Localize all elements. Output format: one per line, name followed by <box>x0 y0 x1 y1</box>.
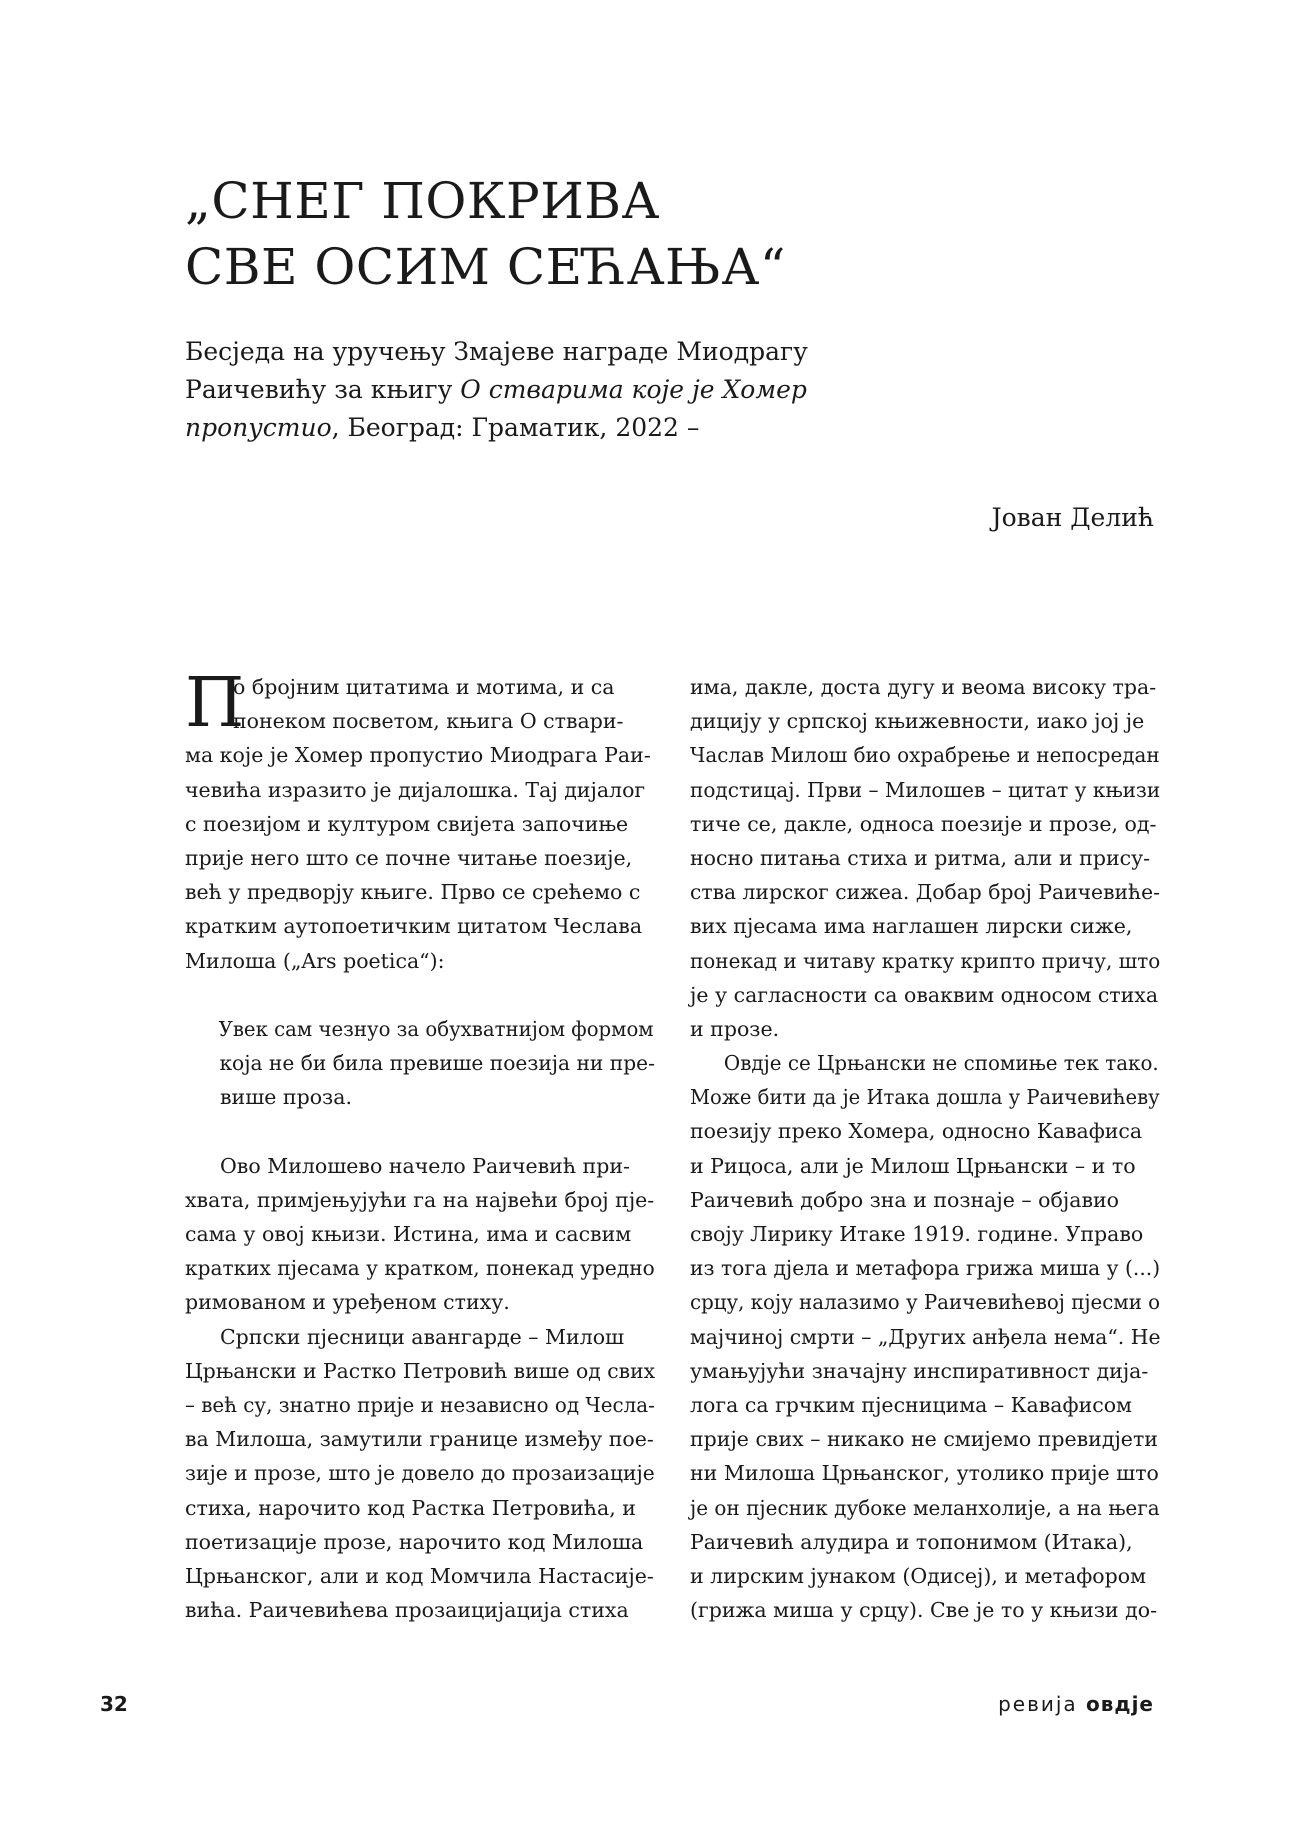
text-line: Раичевић добро зна и познаје – објавио <box>690 1187 1119 1212</box>
text-line: Ово Милошево начело Раичевић при- <box>220 1153 630 1178</box>
text-line: хвата, примјењујући га на највећи број пје- <box>185 1187 655 1212</box>
text-line: Српски пјесници авангарде – Милош <box>220 1324 625 1349</box>
drop-cap: П <box>185 664 245 743</box>
text-line: већ у предворју књиге. Прво се срећемо с <box>185 880 641 905</box>
text-line: сама у овој књизи. Истина, има и сасвим <box>185 1222 632 1246</box>
text-line: кратким аутопоетичким цитатом Чеслава <box>185 914 643 939</box>
text-line: има, дакле, доста дугу и веома високу тра- <box>690 675 1157 699</box>
right-paragraph-1 <box>690 670 1160 1046</box>
text-line: срцу, коју налазимо у Раичевићевој пјесми о <box>690 1290 1161 1315</box>
text-line: своју Лирику Итаке 1919. године. Управо <box>690 1222 1144 1246</box>
text-line: понеком посветом, књига О ствари- <box>233 709 624 734</box>
text-line: вића. Раичевићева прозаицијација стиха <box>185 1598 629 1623</box>
text-line: стиха, нарочито код Растка Петровића, и <box>185 1495 636 1520</box>
title-line-2: СВЕ ОСИМ СЕЋАЊА“ <box>185 238 786 296</box>
text-line: поетизације прозе, нарочито код Милоша <box>185 1529 644 1554</box>
subtitle-line-1: Бесједа на уручењу Змајеве награде Миодрагу <box>185 337 808 366</box>
text-line: – већ су, знатно прије и независно од Чесла- <box>185 1392 655 1417</box>
text-line: ства лирског сижеа. Добар број Раичевиће- <box>690 880 1160 905</box>
right-column <box>690 670 1160 1627</box>
text-line: ни Милоша Црњанског, утолико прије што <box>690 1461 1159 1486</box>
subtitle-line-2-text: Раичевићу за књигу <box>185 375 461 404</box>
quote-line: која не би била превише поезија ни пре- <box>219 1051 655 1076</box>
text-line: с поезијом и културом свијета започиње <box>185 811 629 836</box>
text-line: тиче се, дакле, односа поезије и прозе, од- <box>690 811 1157 836</box>
text-line: мајчиној смрти – „Других анђела нема“. Не <box>690 1324 1161 1349</box>
text-line: прије свих – никако не смијемо превидјети <box>690 1427 1158 1452</box>
text-line: о бројним цитатима и мотима, и са <box>233 675 615 699</box>
text-line: понекад и читаву кратку крипто причу, што <box>690 948 1161 973</box>
journal-name <box>998 1692 1154 1716</box>
text-line: вих пјесама има наглашен лирски сиже, <box>690 914 1133 939</box>
page-number: 32 <box>100 1692 128 1716</box>
text-line: Часлав Милош био охрабрење и непосредан <box>690 743 1160 768</box>
text-line: и Рицоса, али је Милош Црњански – и то <box>690 1153 1136 1178</box>
article-subtitle <box>185 333 1085 447</box>
text-line: Црњанског, али и код Момчила Настасије- <box>185 1563 654 1588</box>
text-line: умањујући значајну инспиративност дија- <box>690 1358 1149 1383</box>
block-quote <box>185 1012 655 1115</box>
text-line: Црњански и Растко Петровић више од свих <box>185 1358 656 1383</box>
left-paragraph-1 <box>185 664 655 978</box>
text-line: и лирским јунаком (Одисеј), и метафором <box>690 1563 1147 1588</box>
text-line: Раичевић алудира и топонимом (Итака), <box>690 1529 1133 1554</box>
title-line-1: „СНЕГ ПОКРИВА <box>185 172 660 230</box>
left-paragraph-3 <box>185 1320 655 1628</box>
subtitle-line-3 <box>185 409 1085 447</box>
text-line: римованом и уређеном стиху. <box>185 1290 510 1315</box>
author-name: Јован Делић <box>991 503 1154 532</box>
subtitle-line-2 <box>185 371 1085 409</box>
text-line: дицију у српској књижевности, иако јој је <box>690 709 1145 734</box>
text-line: је у сагласности са оваквим односом стиха <box>690 982 1159 1007</box>
article-title <box>185 168 1085 300</box>
right-paragraph-2 <box>690 1046 1160 1627</box>
text-line: је он пјесник дубоке меланхолије, а на њега <box>690 1495 1160 1520</box>
text-line: Милоша („Ars poetica“): <box>185 948 445 973</box>
text-line: носно питања стиха и ритма, али и прису- <box>690 845 1151 870</box>
text-line: ва Милоша, замутили границе између пое- <box>185 1427 654 1452</box>
text-line: и прозе. <box>690 1016 780 1041</box>
text-line: прије него што се почне читање поезије, <box>185 845 633 870</box>
left-paragraph-2 <box>185 1149 655 1320</box>
text-line: лога са грчким пјесницима – Кавафисом <box>690 1392 1133 1417</box>
quote-line: више проза. <box>220 1085 352 1110</box>
left-column <box>185 664 656 1627</box>
text-line: Може бити да је Итака дошла у Раичевићеву <box>690 1085 1160 1110</box>
text-line: из тога дјела и метафора грижа миша у (...) <box>690 1256 1161 1281</box>
journal-prefix: ревија <box>998 1692 1087 1716</box>
text-line: (грижа миша у срцу). Све је то у књизи до- <box>690 1598 1158 1623</box>
text-line: чевића изразито је дијалошка. Тај дијалог <box>185 777 646 802</box>
subtitle-book-title-part-2: пропустио <box>185 413 332 442</box>
text-line: подстицај. Први – Милошев – цитат у књизи <box>690 777 1161 802</box>
text-line: поезију преко Хомера, односно Кавафиса <box>690 1119 1143 1144</box>
text-line: Овдје се Црњански не спомиње тек тако. <box>723 1051 1159 1076</box>
quote-line: Увек сам чезнуо за обухватнијом формом <box>218 1016 654 1041</box>
subtitle-book-title-part-1: О стварима које је Хомер <box>460 375 807 404</box>
text-line: кратких пјесама у кратком, понекад уредно <box>185 1256 655 1281</box>
journal-title: овдје <box>1086 1692 1154 1716</box>
text-line: зије и прозе, што је довело до прозаизације <box>185 1461 655 1486</box>
text-line: ма које је Хомер пропустио Миодрага Раи- <box>185 743 651 768</box>
subtitle-line-3-text: , Београд: Граматик, 2022 – <box>331 413 700 442</box>
